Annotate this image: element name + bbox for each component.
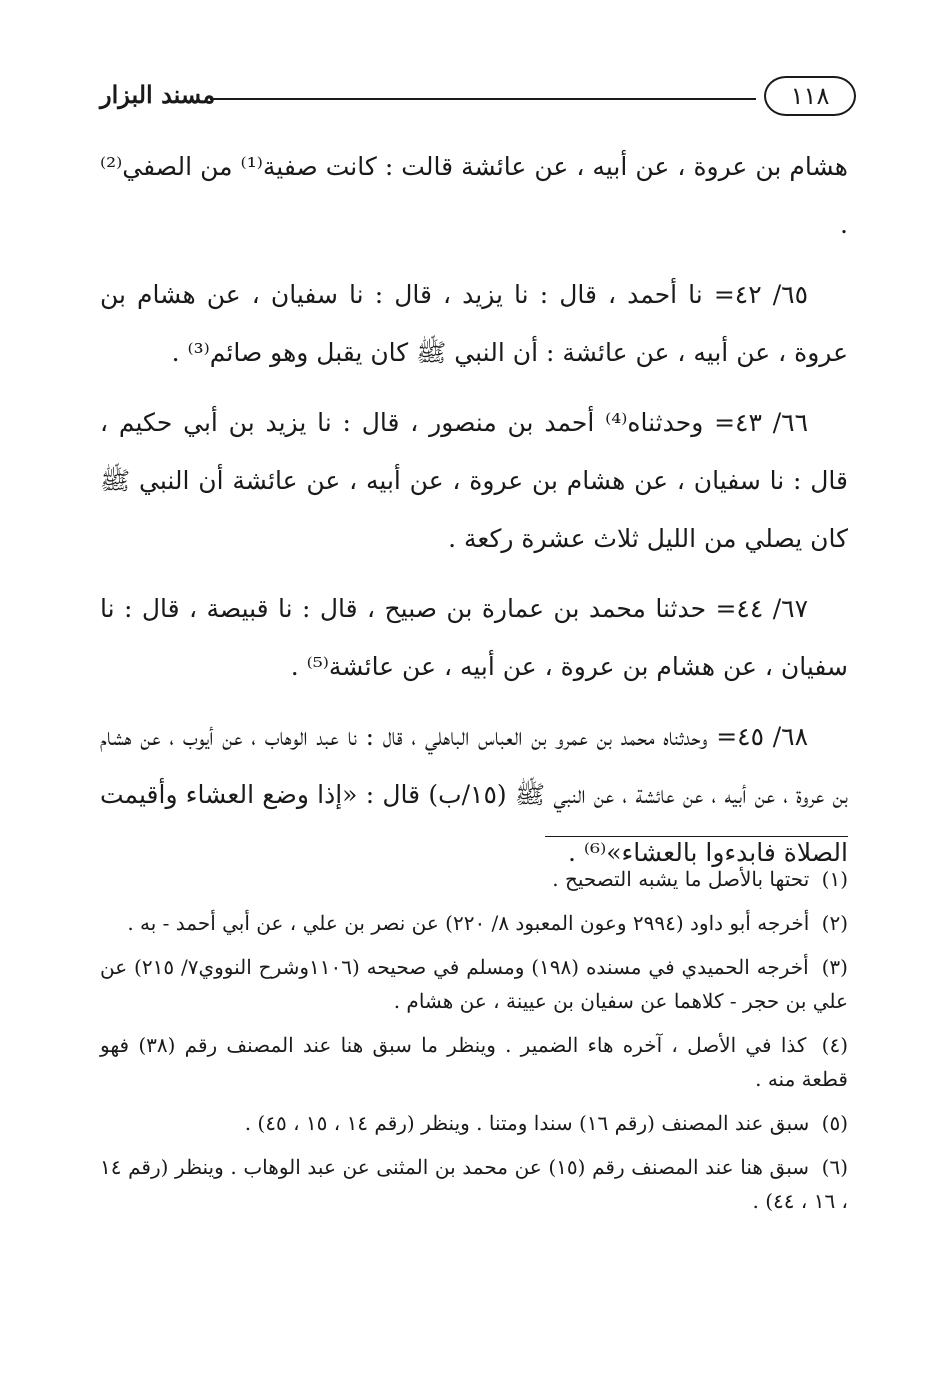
footnote — [100, 862, 848, 896]
footnote-number: (٤) — [821, 1033, 848, 1057]
footnote-text: سبق عند المصنف (رقم ١٦) سندا ومتنا . وينظر (رقم ١٤ ، ١٥ ، ٤٥) . — [244, 1111, 810, 1135]
paragraph: ٦٨/ ٤٥= وحدثناه محمد بن عمرو بن العباس الباهلي ، قال : نا عبد الوهاب ، عن أيوب ، عن هشام بن عروة ، عن أبيه ، عن عائشة ، عن النبي ﷺ (١٥/ب) قال : «إذا وضع العشاء وأقيمت الصلاة فابدءوا بالعشاء»⁽⁶⁾ . — [100, 722, 848, 867]
footnote — [100, 1150, 848, 1218]
footnote-text: كذا في الأصل ، آخره هاء الضمير . وينظر ما سبق هنا عند المصنف رقم (٣٨) فهو قطعة منه . — [100, 1033, 848, 1091]
footnote-number: (٥) — [821, 1111, 848, 1135]
paragraph: هشام بن عروة ، عن أبيه ، عن عائشة قالت : كانت صفية⁽¹⁾ من الصفي⁽²⁾ . — [100, 152, 848, 239]
page-header — [100, 74, 856, 124]
paragraph: ٦٥/ ٤٢= نا أحمد ، قال : نا يزيد ، قال : نا سفيان ، عن هشام بن عروة ، عن أبيه ، عن عائشة : أن النبي ﷺ كان يقبل وهو صائم⁽³⁾ . — [100, 280, 848, 367]
footnotes — [100, 862, 848, 1228]
footnote-number: (١) — [821, 867, 848, 891]
footnote-number: (٣) — [821, 955, 848, 979]
footnote-text: سبق هنا عند المصنف رقم (١٥) عن محمد بن المثنى عن عبد الوهاب . وينظر (رقم ١٤ ، ١٦ ، ٤٤) . — [100, 1155, 848, 1213]
footnote-text: أخرجه الحميدي في مسنده (١٩٨) ومسلم في صحيحه (١١٠٦وشرح النووي٧/ ٢١٥) عن علي بن حجر - كلاهما عن سفيان بن عيينة ، عن هشام . — [100, 955, 848, 1013]
page-number: ١١٨ — [764, 76, 856, 116]
footnote-number: (٢) — [821, 911, 848, 935]
main-text — [100, 138, 848, 894]
book-title: مسند البزار — [100, 80, 216, 109]
header-rule — [210, 98, 756, 100]
footnote-text: تحتها بالأصل ما يشبه التصحيح . — [552, 867, 810, 891]
footnote — [100, 1028, 848, 1096]
paragraph: ٦٦/ ٤٣= وحدثناه⁽⁴⁾ أحمد بن منصور ، قال : نا يزيد بن أبي حكيم ، قال : نا سفيان ، عن هشام بن عروة ، عن أبيه ، عن عائشة أن النبي ﷺ كان يصلي من الليل ثلاث عشرة ركعة . — [100, 408, 848, 553]
paragraph: ٦٧/ ٤٤= حدثنا محمد بن عمارة بن صبيح ، قال : نا قبيصة ، قال : نا سفيان ، عن هشام بن عروة ، عن أبيه ، عن عائشة⁽⁵⁾ . — [100, 594, 848, 681]
footnote-text: أخرجه أبو داود (٢٩٩٤ وعون المعبود ٨/ ٢٢٠) عن نصر بن علي ، عن أبي أحمد - به . — [127, 911, 810, 935]
footnote — [100, 950, 848, 1018]
footnote — [100, 1106, 848, 1140]
footnote-divider — [545, 836, 848, 837]
footnote — [100, 906, 848, 940]
footnote-number: (٦) — [821, 1155, 848, 1179]
